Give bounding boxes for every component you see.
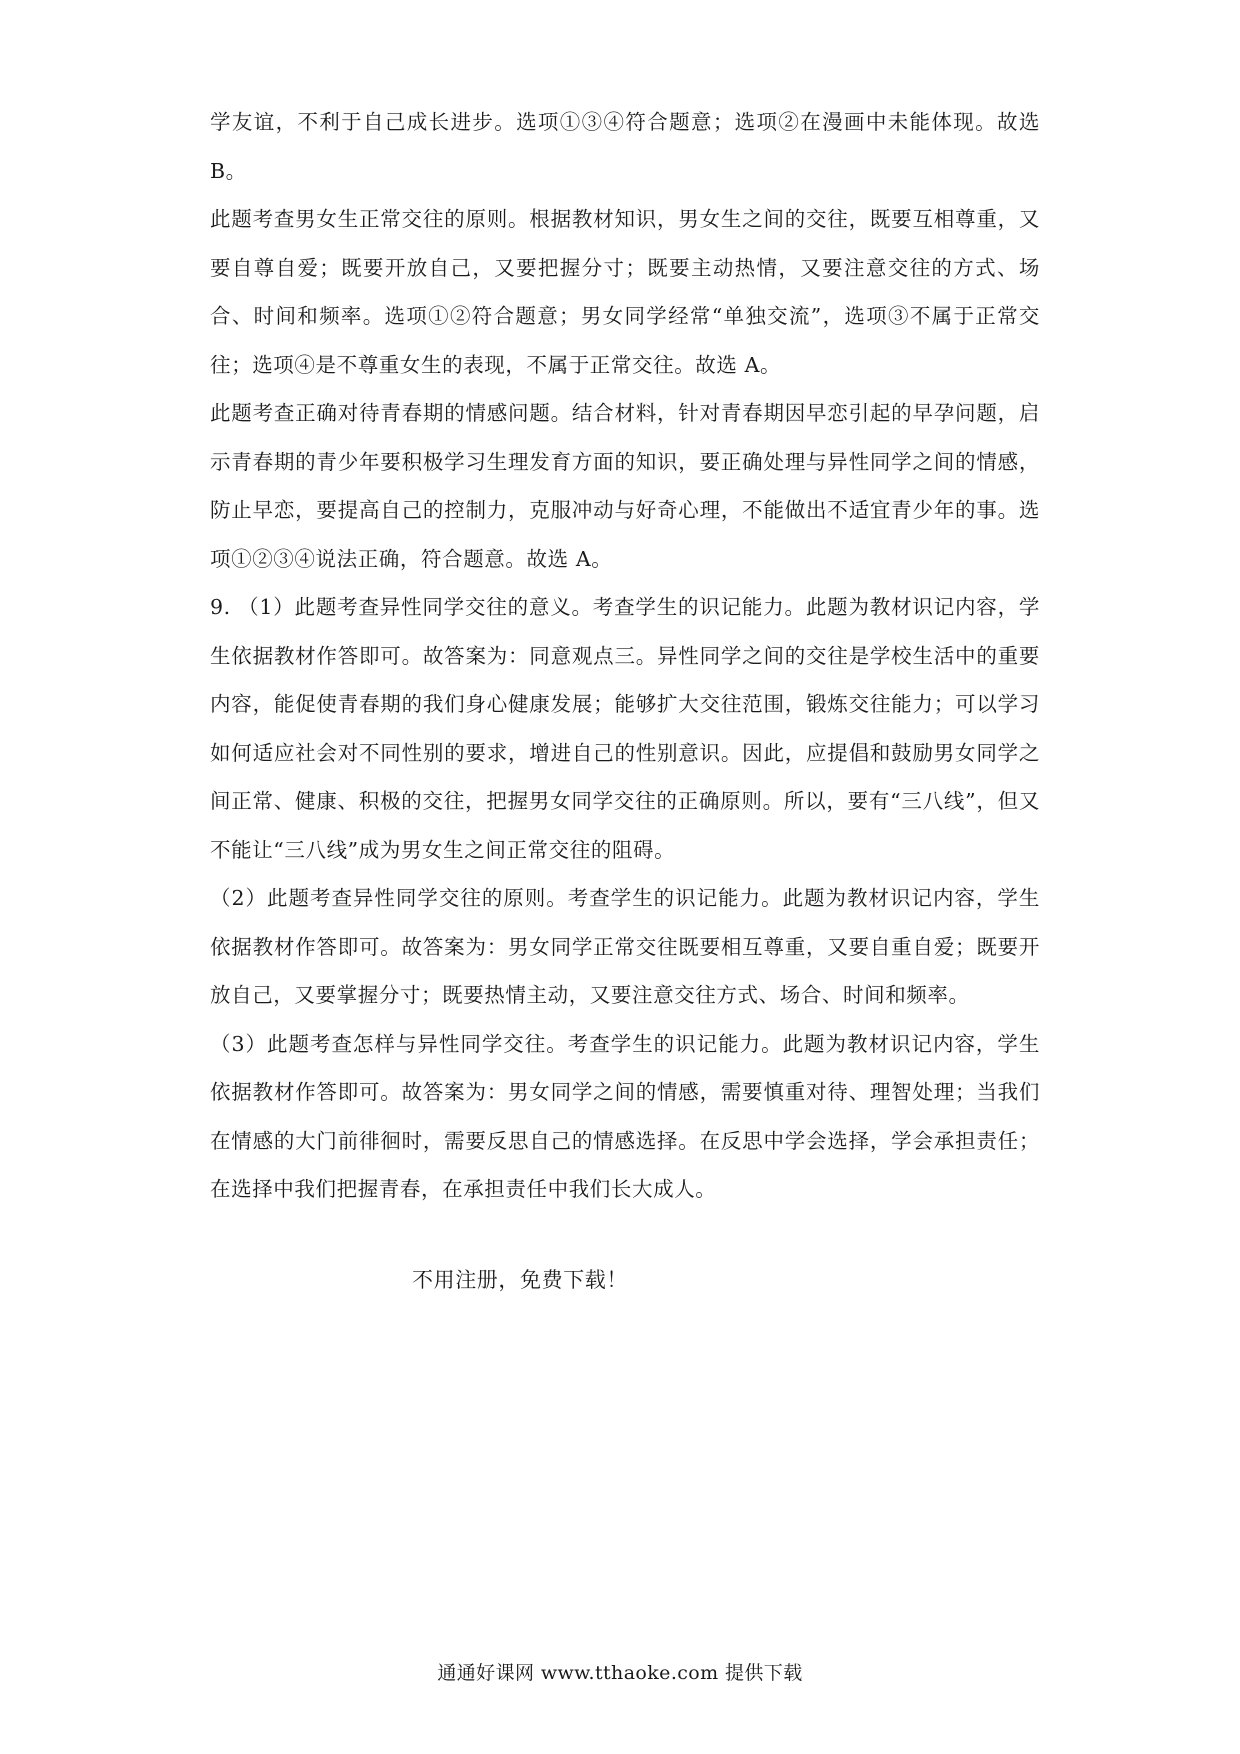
paragraph-q7-explanation: 此题考查男女生正常交往的原则。根据教材知识，男女生之间的交往，既要互相尊重，又要自尊自爱；既要开放自己，又要把握分寸；既要主动热情，又要注意交往的方式、场合、时间和频率。选项①②符合题意；男女同学经常“单独交流”，选项③不属于正常交往；选项④是不尊重女生的表现，不属于正常交往。故选 A。 <box>210 207 1040 377</box>
paragraph-q9-part2: （2）此题考查异性同学交往的原则。考查学生的识记能力。此题为教材识记内容，学生依据教材作答即可。故答案为：男女同学正常交往既要相互尊重，又要自重自爱；既要开放自己，又要掌握分寸；既要热情主动，又要注意交往方式、场合、时间和频率。 <box>210 886 1040 1007</box>
answer-text-body <box>210 98 1040 1214</box>
paragraph-continuation: 学友谊，不利于自己成长进步。选项①③④符合题意；选项②在漫画中未能体现。故选B。 <box>210 110 1040 183</box>
paragraph-q9-part1: 9. （1）此题考查异性同学交往的意义。考查学生的识记能力。此题为教材识记内容，学生依据教材作答即可。故答案为：同意观点三。异性同学之间的交往是学校生活中的重要内容，能促使青春期的我们身心健康发展；能够扩大交往范围，锻炼交往能力；可以学习如何适应社会对不同性别的要求，增进自己的性别意识。因此，应提倡和鼓励男女同学之间正常、健康、积极的交往，把握男女同学交往的正确原则。所以，要有“三八线”，但又不能让“三八线”成为男女生之间正常交往的阻碍。 <box>210 595 1040 862</box>
paragraph-q9-part3: （3）此题考查怎样与异性同学交往。考查学生的识记能力。此题为教材识记内容，学生依据教材作答即可。故答案为：男女同学之间的情感，需要慎重对待、理智处理；当我们在情感的大门前徘徊时，需要反思自己的情感选择。在反思中学会选择，学会承担责任；在选择中我们把握青春，在承担责任中我们长大成人。 <box>210 1031 1040 1201</box>
page-footer: 通通好课网 www.tthaoke.com 提供下载 <box>437 1662 803 1684</box>
free-download-notice: 不用注册，免费下载！ <box>412 1268 628 1292</box>
paragraph-q8-explanation: 此题考查正确对待青春期的情感问题。结合材料，针对青春期因早恋引起的早孕问题，启示青春期的青少年要积极学习生理发育方面的知识，要正确处理与异性同学之间的情感，防止早恋，要提高自己的控制力，克服冲动与好奇心理，不能做出不适宜青少年的事。选项①②③④说法正确，符合题意。故选 A。 <box>210 401 1040 571</box>
